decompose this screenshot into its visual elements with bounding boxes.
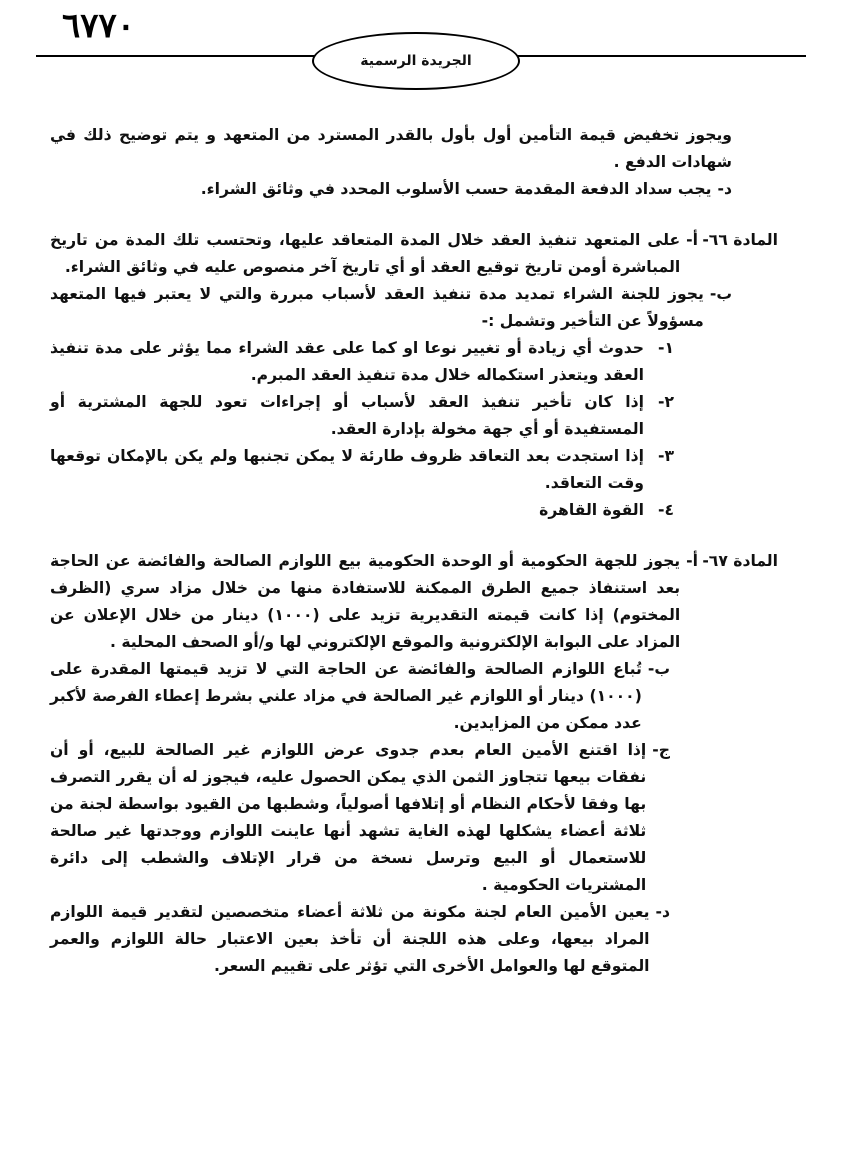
list-item bbox=[50, 389, 778, 443]
clause-text: يجوز للجهة الحكومية أو الوحدة الحكومية بيع اللوازم الصالحة والفائضة عن الحاجة بعد استنفاذ جميع الطرق الممكنة للاستفادة منها من خلال مزاد سري (الظرف المختوم) إذا كانت قيمته التقديرية تزيد على (١٠٠٠) دينار من خلال الإعلان عن المزاد على البوابة الإلكترونية والموقع الإلكتروني لها و/أو الصحف المحلية . bbox=[50, 552, 681, 651]
article-67-b bbox=[50, 656, 778, 737]
item-text: يجب سداد الدفعة المقدمة حسب الأسلوب المحدد في وثائق الشراء. bbox=[200, 180, 712, 198]
article-66-a bbox=[50, 227, 778, 281]
clause-text: يعين الأمين العام لجنة مكونة من ثلاثة أعضاء متخصصين لتقدير قيمة اللوازم المراد بيعها، وعلى هذه اللجنة أن تأخذ بعين الاعتبار حالة اللوازم والعمر المتوقع لها والعوامل الأخرى التي تؤثر على تقييم السعر. bbox=[50, 903, 650, 975]
clause-text: تُباع اللوازم الصالحة والفائضة عن الحاجة التي لا تزيد قيمتها المقدرة على (١٠٠٠) دينار أو اللوازم غير الصالحة في مزاد علني بشرط إعطاء الفرصة لأكبر عدد ممكن من المزايدين. bbox=[50, 660, 642, 732]
clause-text: يجوز للجنة الشراء تمديد مدة تنفيذ العقد لأسباب مبررة والتي لا يعتبر فيها المتعهد مسؤولاً عن التأخير وتشمل :- bbox=[50, 285, 704, 330]
article-66 bbox=[50, 227, 778, 524]
article-67-c bbox=[50, 737, 778, 899]
list-item bbox=[50, 335, 778, 389]
item-number: ٢- bbox=[657, 393, 674, 411]
clause-label: ب- bbox=[709, 285, 732, 303]
continuation-paragraph: ويجوز تخفيض قيمة التأمين أول بأول بالقدر المسترد من المتعهد و يتم توضيح ذلك في شهادات الدفع . bbox=[50, 126, 732, 171]
clause-label: ج- bbox=[652, 741, 670, 759]
clause-label: أ- bbox=[686, 552, 698, 570]
clause-label: د- bbox=[655, 903, 670, 921]
article-label: المادة ٦٦- bbox=[702, 231, 778, 249]
item-d-top bbox=[50, 176, 732, 203]
item-number: ٤- bbox=[657, 501, 674, 519]
item-text: حدوث أي زيادة أو تغيير نوعا او كما على عقد الشراء مما يؤثر على مدة تنفيذ العقد ويتعذر استكماله خلال مدة تنفيذ العقد المبرم. bbox=[50, 339, 644, 384]
clause-text: على المتعهد تنفيذ العقد خلال المدة المتعاقد عليها، وتحتسب تلك المدة من تاريخ المباشرة أومن تاريخ توقيع العقد أو أي تاريخ آخر منصوص عليه في وثائق الشراء. bbox=[50, 231, 681, 276]
item-label: د- bbox=[717, 180, 732, 198]
page-number: ٦٧٧٠ bbox=[62, 6, 136, 46]
item-number: ١- bbox=[657, 339, 674, 357]
clause-label: أ- bbox=[686, 231, 698, 249]
clause-text: إذا اقتنع الأمين العام بعدم جدوى عرض اللوازم غير الصالحة للبيع، أو أن نفقات بيعها تتجاوز الثمن الذي يمكن الحصول عليه، فيجوز له أن يقرر التصرف بها وفقا لأحكام النظام أو إتلافها أصولياً، وشطبها من القيود بواسطة لجنة من ثلاثة أعضاء يشكلها لهذه الغاية تشهد أنها عاينت اللوازم ووجدتها غير صالحة للاستعمال أو البيع وترسل نسخة من قرار الإتلاف والشطب إلى دائرة المشتريات الحكومية . bbox=[50, 741, 647, 894]
document-body bbox=[50, 122, 778, 980]
article-67-a bbox=[50, 548, 778, 656]
article-label: المادة ٦٧- bbox=[702, 552, 778, 570]
item-number: ٣- bbox=[657, 447, 674, 465]
clause-label: ب- bbox=[647, 660, 670, 678]
item-text: إذا كان تأخير تنفيذ العقد لأسباب أو إجراءات تعود للجهة المشترية أو المستفيدة أو أي جهة مخولة بإدارة العقد. bbox=[50, 393, 644, 438]
continuation-block bbox=[50, 122, 778, 203]
article-66-b bbox=[50, 281, 778, 335]
list-item bbox=[50, 443, 778, 497]
newspaper-title: الجريدة الرسمية bbox=[360, 53, 472, 69]
article-67-d bbox=[50, 899, 778, 980]
article-67 bbox=[50, 548, 778, 980]
list-item bbox=[50, 497, 778, 524]
item-text: القوة القاهرة bbox=[539, 501, 644, 519]
item-text: إذا استجدت بعد التعاقد ظروف طارئة لا يمكن تجنبها ولم يكن بالإمكان توقعها وقت التعاقد. bbox=[50, 447, 644, 492]
newspaper-title-oval bbox=[312, 32, 520, 90]
